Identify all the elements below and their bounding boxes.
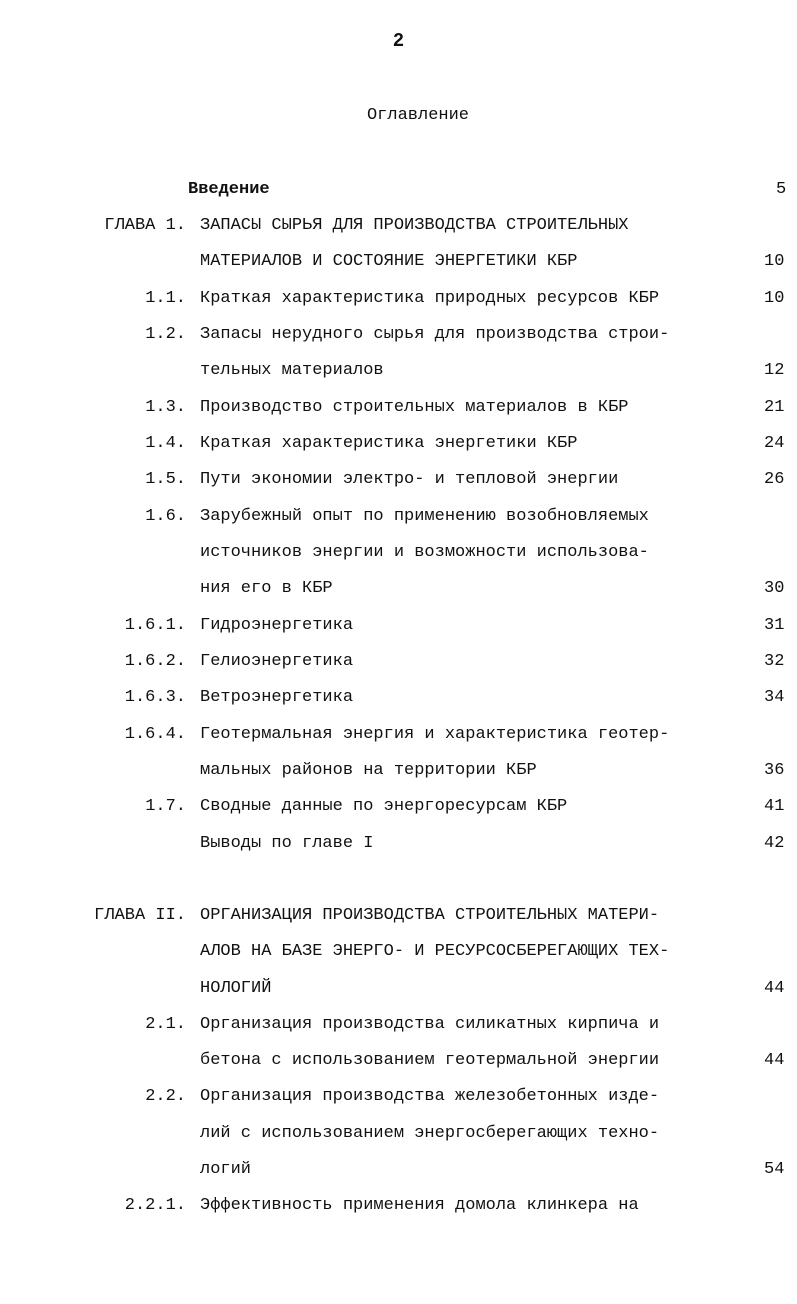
toc-line xyxy=(0,216,797,246)
toc-line xyxy=(0,434,797,464)
toc-number: 2.2.1. xyxy=(124,1196,186,1215)
toc-text: ОРГАНИЗАЦИЯ ПРОИЗВОДСТВА СТРОИТЕЛЬНЫХ МАТЕРИ- xyxy=(200,906,660,925)
toc-page: 44 xyxy=(764,1051,785,1070)
toc-text: Краткая характеристика энергетики КБР xyxy=(200,434,578,453)
toc-line xyxy=(0,252,797,282)
toc-line-intro xyxy=(0,180,797,210)
toc-page: 24 xyxy=(764,434,785,453)
toc-line xyxy=(0,1051,797,1081)
toc-page: 54 xyxy=(764,1160,785,1179)
toc-text: МАТЕРИАЛОВ И СОСТОЯНИЕ ЭНЕРГЕТИКИ КБР xyxy=(200,252,578,271)
toc-line xyxy=(0,325,797,355)
toc-text: Эффективность применения домола клинкера на xyxy=(200,1196,639,1215)
toc-line xyxy=(0,398,797,428)
toc-line xyxy=(0,1087,797,1117)
toc-text: Ветроэнергетика xyxy=(200,688,354,707)
toc-page: 30 xyxy=(764,579,785,598)
toc-text: Краткая характеристика природных ресурсов КБР xyxy=(200,289,660,308)
toc-line xyxy=(0,1015,797,1045)
toc-line xyxy=(0,1160,797,1190)
toc-line xyxy=(0,507,797,537)
toc-text: бетона с использованием геотермальной энергии xyxy=(200,1051,660,1070)
toc-line xyxy=(0,906,797,936)
toc-text: источников энергии и возможности использова- xyxy=(200,543,649,562)
toc-text: Гелиоэнергетика xyxy=(200,652,354,671)
toc-number: 2.2. xyxy=(145,1087,186,1106)
toc-text: НОЛОГИЙ xyxy=(200,979,272,998)
toc-page: 21 xyxy=(764,398,785,417)
toc-text: ния его в КБР xyxy=(200,579,333,598)
toc-number: 1.6.1. xyxy=(124,616,186,635)
toc-line xyxy=(0,361,797,391)
toc-number: 1.7. xyxy=(145,797,186,816)
toc-page: 5 xyxy=(776,180,787,199)
toc-number: ГЛАВА II. xyxy=(94,906,186,925)
toc-number: 1.3. xyxy=(145,398,186,417)
toc-text: мальных районов на территории КБР xyxy=(200,761,537,780)
toc-line xyxy=(0,1124,797,1154)
toc-page: 12 xyxy=(764,361,785,380)
toc-text: Введение xyxy=(188,180,270,199)
toc-line xyxy=(0,616,797,646)
toc-line xyxy=(0,652,797,682)
toc-text: Сводные данные по энергоресурсам КБР xyxy=(200,797,568,816)
toc-number: 1.6.2. xyxy=(124,652,186,671)
toc-line xyxy=(0,797,797,827)
toc-line xyxy=(0,942,797,972)
toc-text: Запасы нерудного сырья для производства строи- xyxy=(200,325,670,344)
toc-page: 34 xyxy=(764,688,785,707)
toc-line xyxy=(0,289,797,319)
toc-number: 1.1. xyxy=(145,289,186,308)
toc-page: 44 xyxy=(764,979,785,998)
toc-line xyxy=(0,543,797,573)
toc-number: 1.2. xyxy=(145,325,186,344)
toc-line xyxy=(0,579,797,609)
toc-line xyxy=(0,761,797,791)
toc-number: ГЛАВА 1. xyxy=(104,216,186,235)
toc-page: 26 xyxy=(764,470,785,489)
toc-number: 1.6.3. xyxy=(124,688,186,707)
toc-text: Организация производства силикатных кирпича и xyxy=(200,1015,660,1034)
toc-text: тельных материалов xyxy=(200,361,384,380)
toc-title: Оглавление xyxy=(366,106,470,125)
toc-number: 1.5. xyxy=(145,470,186,489)
toc-number: 1.6. xyxy=(145,507,186,526)
toc-text: Производство строительных материалов в КБР xyxy=(200,398,629,417)
toc-text: Пути экономии электро- и тепловой энергии xyxy=(200,470,619,489)
toc-page: 10 xyxy=(764,252,785,271)
toc-text: АЛОВ НА БАЗЕ ЭНЕРГО- И РЕСУРСОСБЕРЕГАЮЩИХ ТЕХ- xyxy=(200,942,670,961)
toc-text: ЗАПАСЫ СЫРЬЯ ДЛЯ ПРОИЗВОДСТВА СТРОИТЕЛЬНЫХ xyxy=(200,216,629,235)
toc-text: Организация производства железобетонных изде- xyxy=(200,1087,660,1106)
toc-line xyxy=(0,834,797,864)
toc-line xyxy=(0,979,797,1009)
toc-text: логий xyxy=(200,1160,252,1179)
toc-number: 1.6.4. xyxy=(124,725,186,744)
toc-text: лий с использованием энергосберегающих техно- xyxy=(200,1124,660,1143)
toc-number: 1.4. xyxy=(145,434,186,453)
toc-text: Зарубежный опыт по применению возобновляемых xyxy=(200,507,649,526)
page-number: 2 xyxy=(392,30,405,52)
toc-line xyxy=(0,725,797,755)
toc-page: 32 xyxy=(764,652,785,671)
toc-line xyxy=(0,688,797,718)
toc-page: 42 xyxy=(764,834,785,853)
toc-page: 31 xyxy=(764,616,785,635)
toc-text: Гидроэнергетика xyxy=(200,616,354,635)
toc-number: 2.1. xyxy=(145,1015,186,1034)
toc-page: 36 xyxy=(764,761,785,780)
toc-text: Выводы по главе I xyxy=(200,834,374,853)
toc-text: Геотермальная энергия и характеристика геотер- xyxy=(200,725,670,744)
toc-page: 41 xyxy=(764,797,785,816)
toc-line xyxy=(0,470,797,500)
toc-page: 10 xyxy=(764,289,785,308)
toc-line xyxy=(0,1196,797,1226)
